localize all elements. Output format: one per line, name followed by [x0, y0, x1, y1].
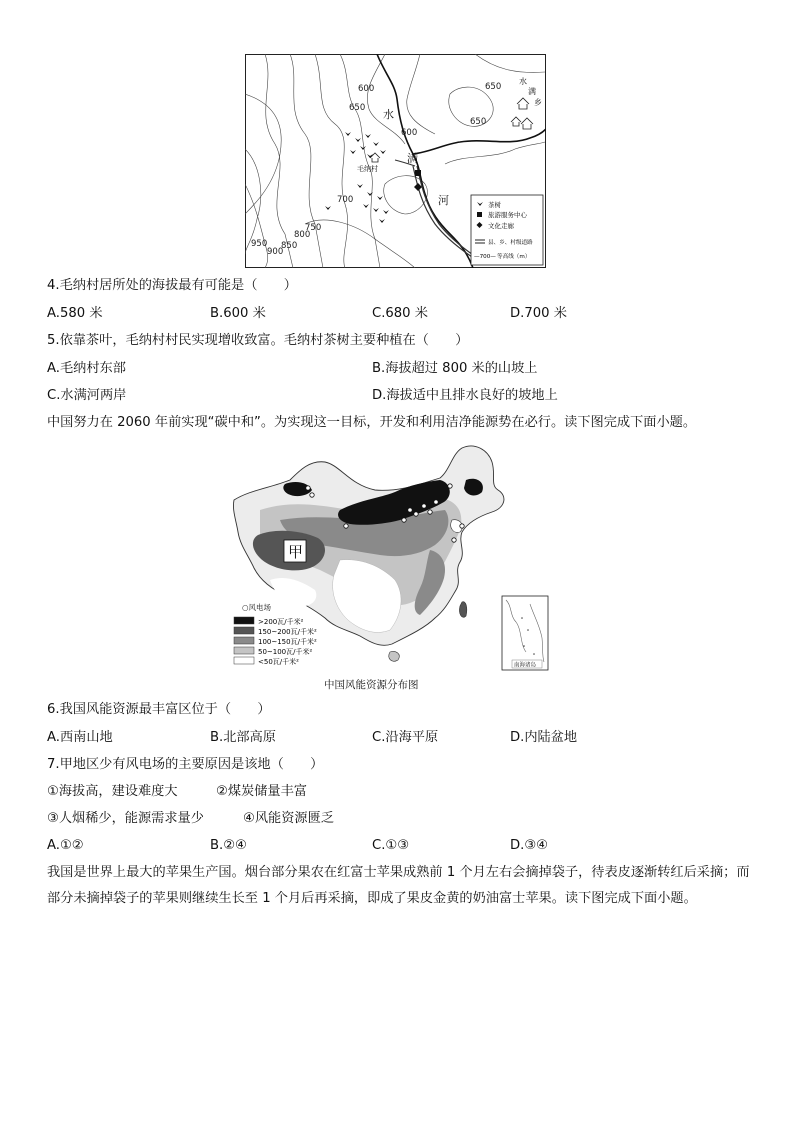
contour-label: 750	[305, 223, 322, 233]
south-sea-inset	[502, 596, 548, 670]
q6-option-a[interactable]: A.西南山地	[47, 730, 113, 745]
q7-statement-1: ①海拔高，建设难度大	[47, 784, 178, 799]
q7-option-a[interactable]: A.①②	[47, 838, 84, 853]
legend-item: 等高线（m）	[497, 254, 531, 260]
map2-legend	[234, 602, 317, 666]
question-6-stem: 6.我国风能资源最丰富区位于（ ）	[47, 702, 271, 717]
legend-item: 文化走廊	[488, 222, 514, 230]
service-center-marker	[415, 170, 421, 176]
legend-item: 县、乡、村级道路	[488, 240, 533, 246]
legend-swatch	[234, 627, 254, 634]
q6-option-c[interactable]: C.沿海平原	[372, 730, 439, 745]
legend-item: <50瓦/千米²	[258, 658, 299, 666]
river-label: 河	[438, 194, 449, 207]
q6-option-b[interactable]: B.北部高原	[210, 730, 276, 745]
q7-option-c[interactable]: C.①③	[372, 838, 410, 853]
q7-statement-2: ②煤炭储量丰富	[216, 784, 307, 799]
town-label: 乡	[534, 98, 542, 107]
contour-label: 950	[251, 239, 268, 249]
contour-label: 650	[349, 103, 366, 113]
legend-prefix: —700—	[474, 254, 496, 260]
q5-option-c[interactable]: C.水满河两岸	[47, 388, 127, 403]
region-jia-label: 甲	[288, 543, 304, 561]
q7-option-d[interactable]: D.③④	[510, 838, 548, 853]
legend-swatch	[234, 647, 254, 654]
contour-label: 800	[294, 230, 311, 240]
legend-item: 50~100瓦/千米²	[258, 648, 313, 656]
q5-option-d[interactable]: D.海拔适中且排水良好的坡地上	[372, 388, 558, 403]
legend-item: 150~200瓦/千米²	[258, 628, 317, 636]
map1-legend	[471, 195, 543, 265]
contour-label: 650	[485, 82, 502, 92]
q4-option-a[interactable]: A.580 米	[47, 306, 103, 321]
contour-label: 850	[281, 241, 298, 251]
village-label: 毛纳村	[357, 165, 378, 173]
q4-option-b[interactable]: B.600 米	[210, 306, 266, 321]
river-label: 满	[407, 152, 418, 165]
q7-statement-4: ④风能资源匮乏	[243, 811, 334, 826]
inset-label: 南海诸岛	[514, 662, 537, 669]
q7-option-b[interactable]: B.②④	[210, 838, 247, 853]
question-5-stem: 5.依靠茶叶，毛纳村村民实现增收致富。毛纳村茶树主要种植在（ ）	[47, 333, 469, 348]
wind-energy-map	[230, 440, 550, 674]
contour-label: 600	[401, 128, 418, 138]
intro-paragraph-3: 我国是世界上最大的苹果生产国。烟台部分果农在红富士苹果成熟前 1 个月左右会摘掉袋子，待表皮逐渐转红后采摘；而部分未摘掉袋子的苹果则继续生长至 1 个月后再采摘，即成了果皮金黄的奶油富士苹果。读下图完成下面小题。	[47, 865, 750, 906]
contour-label: 900	[267, 247, 284, 257]
town-label: 满	[528, 87, 536, 96]
intro-paragraph-2: 中国努力在 2060 年前实现“碳中和”。为实现这一目标，开发和利用洁净能源势在必行。读下图完成下面小题。	[47, 415, 697, 430]
contour-label: 650	[470, 117, 487, 127]
q7-statement-3: ③人烟稀少，能源需求量少	[47, 811, 204, 826]
q4-option-d[interactable]: D.700 米	[510, 306, 567, 321]
question-7-stem: 7.甲地区少有风电场的主要原因是该地（ ）	[47, 757, 324, 772]
contour-label: 700	[337, 195, 354, 205]
q4-option-c[interactable]: C.680 米	[372, 306, 428, 321]
river-label: 水	[383, 108, 394, 121]
legend-item: 旅游服务中心	[488, 211, 527, 219]
question-4-stem: 4.毛纳村居所处的海拔最有可能是（ ）	[47, 278, 297, 293]
legend-swatch	[234, 637, 254, 644]
legend-item: >200瓦/千米²	[258, 618, 304, 626]
map2-caption: 中国风能资源分布图	[324, 679, 419, 691]
town-label: 水	[519, 77, 527, 86]
q6-option-d[interactable]: D.内陆盆地	[510, 730, 578, 745]
legend-swatch	[234, 617, 254, 624]
q5-option-b[interactable]: B.海拔超过 800 米的山坡上	[372, 361, 538, 376]
legend-item: 100~150瓦/千米²	[258, 638, 317, 646]
legend-title: ○风电场	[242, 603, 272, 612]
q5-option-a[interactable]: A.毛纳村东部	[47, 361, 126, 376]
legend-swatch	[234, 657, 254, 664]
legend-item: 茶树	[488, 201, 501, 209]
contour-label: 600	[358, 84, 375, 94]
contour-map	[245, 54, 546, 268]
